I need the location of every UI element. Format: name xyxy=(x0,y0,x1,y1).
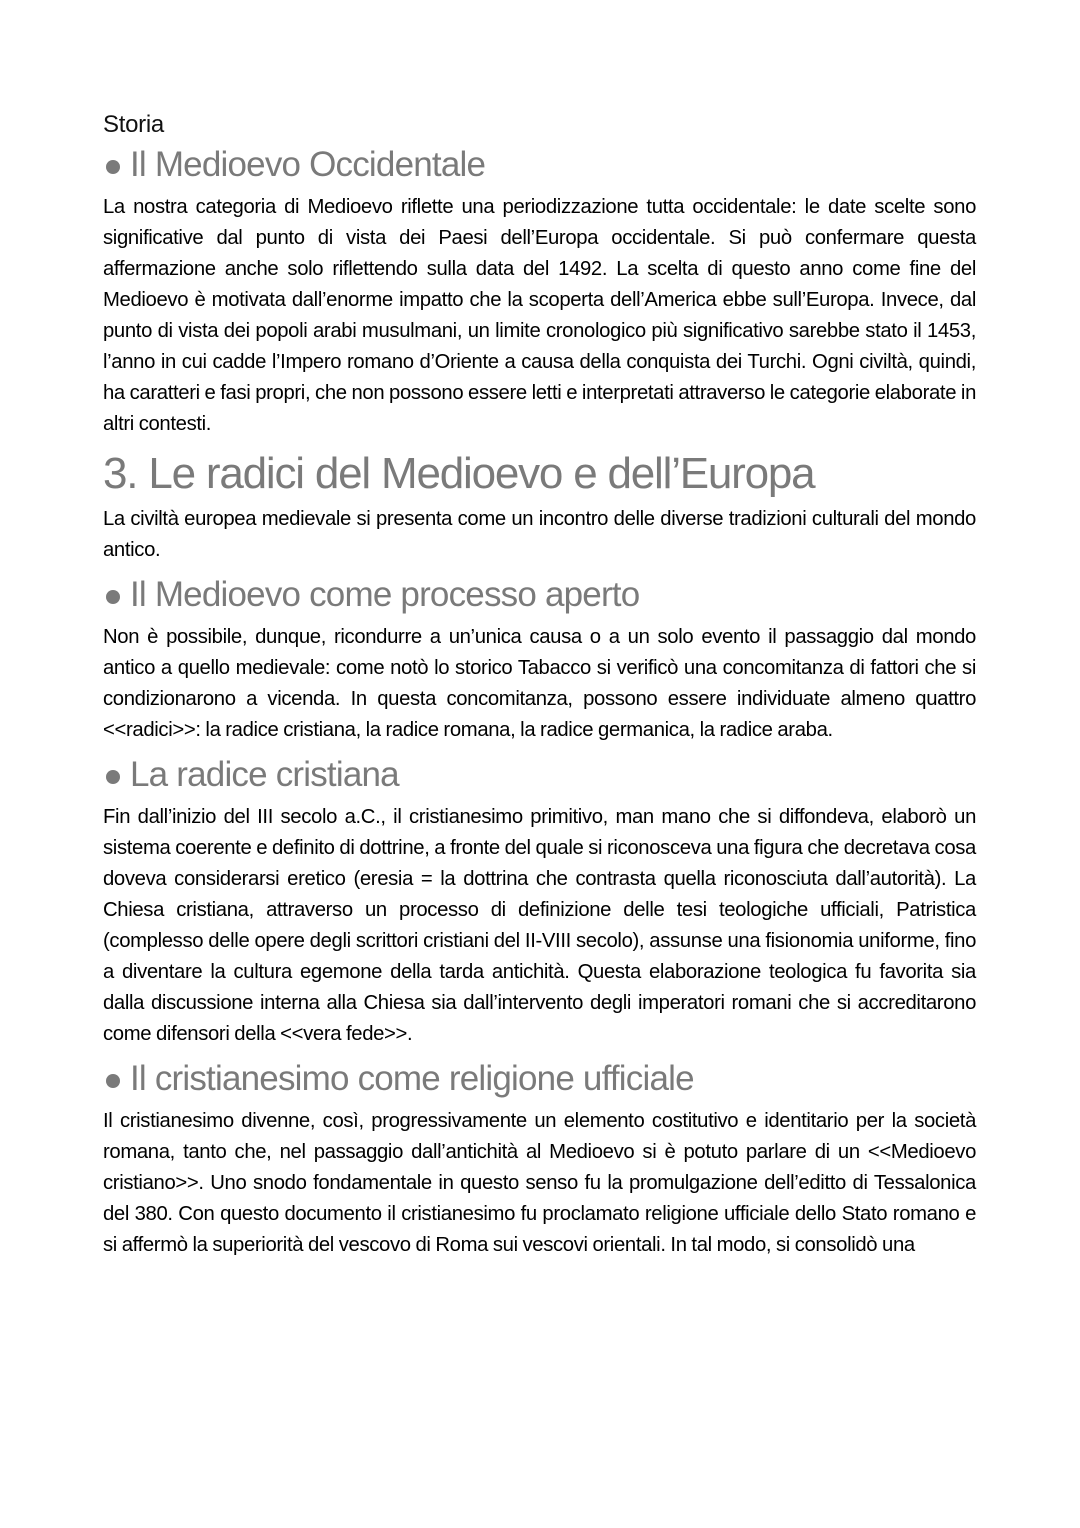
bullet-icon xyxy=(106,590,120,604)
chapter-heading-radici: 3. Le radici del Medioevo e dell’Europa xyxy=(103,449,815,498)
paragraph-religione-ufficiale: Il cristianesimo divenne, così, progressivamente un elemento costitutivo e identitario per la società romana, tanto che, nel passaggio dall’antichità al Medioevo si è potuto parlare di un <<Medioevo cristiano>>. Uno snodo fondamentale in questo senso fu la promulgazione dell’editto di Tessalonica del 380. Con questo documento il cristianesimo fu proclamato religione ufficiale dello Stato romano e si affermò la superiorità del vescovo di Roma sui vescovi orientali. In tal modo, si consolidò una xyxy=(103,1110,976,1256)
section-heading-medioevo-occidentale xyxy=(103,142,976,188)
section-heading-text: Il Medioevo Occidentale xyxy=(130,145,486,184)
section-heading-text: Il Medioevo come processo aperto xyxy=(130,575,640,614)
section-heading-religione-ufficiale xyxy=(103,1056,976,1102)
paragraph-processo-aperto: Non è possibile, dunque, ricondurre a un’unica causa o a un solo evento il passaggio dal mondo antico a quello medievale: come notò lo storico Tabacco si verificò una concomitanza di fattori che si condizionarono a vicenda. In questa concomitanza, possono essere individuate almeno quattro <<radici>>: la radice cristiana, la radice romana, la radice germanica, la radice araba. xyxy=(103,626,976,741)
paragraph-medioevo-occidentale: La nostra categoria di Medioevo riflette una periodizzazione tutta occidentale: le date scelte sono significative dal punto di vista dei Paesi dell’Europa occidentale. Si può confermare questa affermazione anche solo riflettendo sulla data del 1492. La scelta di questo anno come fine del Medioevo è motivata dall’enorme impatto che la scoperta dell’America ebbe sull’Europa. Invece, dal punto di vista dei popoli arabi musulmani, un limite cronologico più significativo sarebbe stato il 1453, l’anno in cui cadde l’Impero romano d’Oriente a causa della conquista dei Turchi. Ogni civiltà, quindi, ha caratteri e fasi propri, che non possono essere letti e interpretati attraverso le categorie elaborate in altri contesti. xyxy=(103,196,977,435)
section-heading-text: La radice cristiana xyxy=(130,755,399,794)
document-page xyxy=(103,108,976,1267)
subject-label: Storia xyxy=(103,111,164,138)
bullet-icon xyxy=(106,770,120,784)
bullet-icon xyxy=(106,1074,120,1088)
paragraph-radici-intro: La civiltà europea medievale si presenta come un incontro delle diverse tradizioni culturali del mondo antico. xyxy=(103,508,976,561)
section-heading-text: Il cristianesimo come religione ufficiale xyxy=(130,1059,694,1098)
paragraph-radice-cristiana: Fin dall’inizio del III secolo a.C., il cristianesimo primitivo, man mano che si diffondeva, elaborò un sistema coerente e definito di dottrine, a fronte del quale si riconosceva una figura che decretava cosa doveva considerarsi eretico (eresia = la dottrina che contrasta quella riconosciuta dall’autorità). La Chiesa cristiana, attraverso un processo di definizione delle tesi teologiche ufficiali, Patristica (complesso delle opere degli scrittori cristiani del II-VIII secolo), assunse una fisionomia uniforme, fino a diventare la cultura egemone della tarda antichità. Questa elaborazione teologica fu favorita sia dalla discussione interna alla Chiesa sia dall’intervento degli imperatori romani che si accreditarono come difensori della <<vera fede>>. xyxy=(103,806,976,1045)
section-heading-radice-cristiana xyxy=(103,752,976,798)
bullet-icon xyxy=(106,160,120,174)
section-heading-processo-aperto xyxy=(103,572,976,618)
